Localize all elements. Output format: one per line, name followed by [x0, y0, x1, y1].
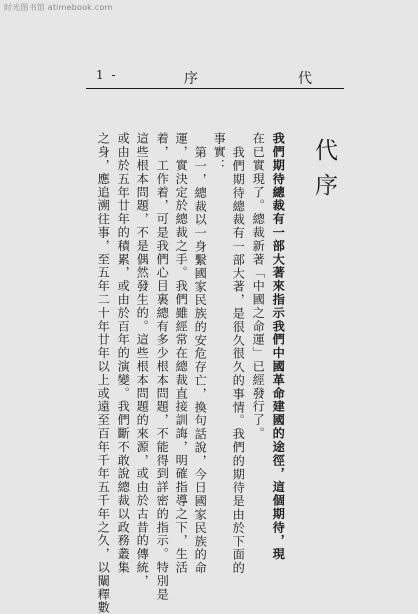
page-number: [96, 68, 118, 82]
text-column-7: 着，工作着，可是我們心目裏總有多少根本問題，不能得到詳密的指示。特別是: [155, 132, 170, 601]
text-column-4: 事實：: [212, 132, 227, 173]
watermark-text: 时光图书馆 atimebook.com: [4, 3, 113, 12]
text-column-6: 運，實決定於總裁之手。我們雖經常在總裁直接訓誨，明確指導之下，生活: [174, 132, 189, 575]
text-column-10: 之身，應追溯往事，至五年二十年廿年以上或遠至百年千年五千年之久，以闡釋數: [96, 132, 111, 614]
page-number-dash: -: [111, 68, 118, 82]
text-column-2: 在已實現了。總裁新著「中國之命運」已經發行了。: [251, 132, 266, 441]
text-column-8: 這些根本問題，不是偶然發生的。這些根本問題的來源，或由於古昔的傳統，: [135, 132, 150, 588]
header-rule: [86, 88, 344, 89]
text-column-5: 第一，總裁以一身繫國家民族的安危存亡，換句話說，今日國家民族的命: [193, 146, 208, 575]
text-column-1: 我們期待總裁有一部大著來指示我們中國革命建國的途徑，這個期待，現: [271, 132, 286, 561]
running-header-right: 代: [298, 71, 316, 87]
text-column-3: 我們期待總裁有一部大著，是很久很久的事情。我們的期待是由於下面的: [231, 146, 246, 575]
text-column-9: 或由於五年廿年的積累，或由於百年的演變。我們斷不敢說總裁以政務叢集: [116, 132, 131, 575]
page-number-value: 1: [96, 68, 106, 82]
section-title: 代序: [311, 138, 337, 208]
running-header-center: 序: [184, 71, 200, 87]
